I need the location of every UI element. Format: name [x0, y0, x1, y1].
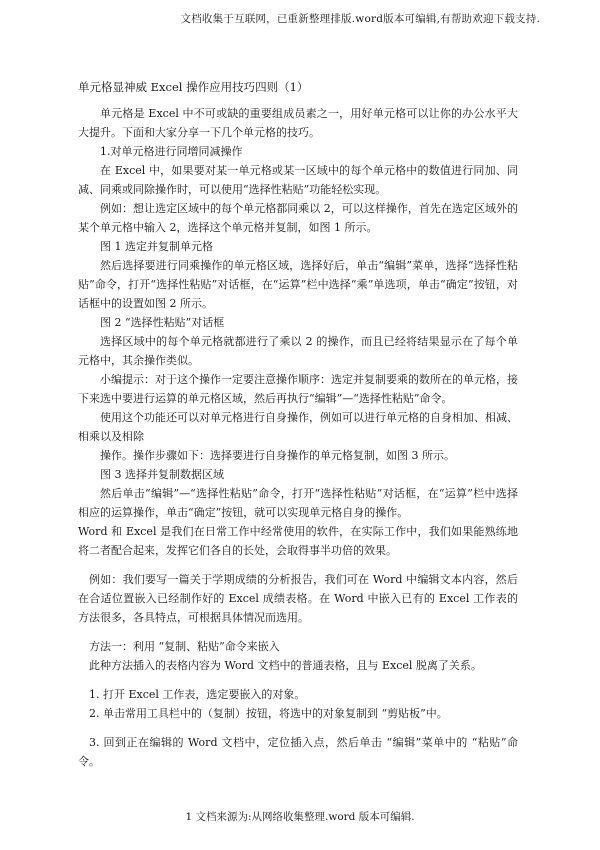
- spacer: [78, 675, 518, 685]
- figure-caption: 图 1 选定并复制单元格: [100, 240, 213, 253]
- page-header: 文档收集于互联网，已重新整理排版.word版本可编辑,有帮助欢迎下载支持.: [180, 13, 540, 25]
- section-heading: 1.对单元格进行同增同减操作: [100, 145, 243, 158]
- method-heading: 方法一：利用 “复制、粘贴”命令来嵌入: [89, 640, 280, 653]
- spacer: [78, 627, 518, 637]
- paragraph: 单元格是 Excel 中不可或缺的重要组成员素之一，用好单元格可以让你的办公水平大大提升。下面和大家分享一下几个单元格的技巧。: [78, 107, 518, 139]
- paragraph: 然后单击“编辑”—“选择性粘贴”命令，打开“选择性粘贴”对话框，在“运算”栏中选择相应的运算操作，单击“确定”按钮，就可以实现单元格自身的操作。: [78, 487, 518, 519]
- paragraph: 然后选择要进行同乘操作的单元格区域，选择好后，单击“编辑”菜单，选择“选择性粘贴”命令，打开“选择性粘贴”对话框，在“运算”栏中选择“乘”单选项，单击“确定”按钮，对话框中的设置如图 2 所示。: [78, 259, 518, 310]
- figure-caption: 图 3 选择并复制数据区域: [100, 468, 224, 481]
- paragraph: 此种方法插入的表格内容为 Word 文档中的普通表格，且与 Excel 脱离了关系。: [89, 659, 482, 672]
- page-footer: 1 文档来源为:从网络收集整理.word 版本可编辑.: [185, 811, 415, 823]
- paragraph: 例如：想让选定区域中的每个单元格都同乘以 2，可以这样操作，首先在选定区域外的某个单元格中输入 2，选择这个单元格并复制，如图 1 所示。: [78, 202, 518, 234]
- list-item: 2. 单击常用工具栏中的（复制）按钮，将选中的对象复制到 “剪贴板”中。: [89, 707, 448, 720]
- paragraph: 使用这个功能还可以对单元格进行自身操作，例如可以进行单元格的自身相加、相减、相乘以及相除: [78, 411, 518, 443]
- paragraph: 在 Excel 中，如果要对某一单元格或某一区域中的每个单元格中的数值进行同加、同减、同乘或同除操作时，可以使用“选择性粘贴”功能轻松实现。: [78, 164, 518, 196]
- list-item: 3. 回到正在编辑的 Word 文档中，定位插入点，然后单击 “编辑”菜单中的 “粘贴”命令。: [78, 736, 518, 768]
- paragraph: 选择区域中的每个单元格就都进行了乘以 2 的操作，而且已经将结果显示在了每个单元格中，其余操作类似。: [78, 335, 518, 367]
- list-item: 1. 打开 Excel 工作表，选定要嵌入的对象。: [89, 688, 306, 701]
- paragraph: 操作。操作步骤如下：选择要进行自身操作的单元格复制，如图 3 所示。: [100, 449, 455, 462]
- article-body: [78, 104, 518, 771]
- figure-caption: 图 2 “选择性粘贴”对话框: [100, 316, 225, 329]
- paragraph: Word 和 Excel 是我们在日常工作中经常使用的软件，在实际工作中，我们如果能熟练地将二者配合起来，发挥它们各自的长处，会取得事半功倍的效果。: [78, 525, 518, 557]
- spacer: [78, 723, 518, 733]
- article-title: 单元格显神威 Excel 操作应用技巧四则（1）: [78, 80, 309, 94]
- spacer: [78, 560, 518, 570]
- paragraph: 小编提示：对于这个操作一定要注意操作顺序：选定并复制要乘的数所在的单元格，接下来选中要进行运算的单元格区域，然后再执行“编辑”—“选择性粘贴”命令。: [78, 373, 518, 405]
- paragraph: 例如：我们要写一篇关于学期成绩的分析报告，我们可在 Word 中编辑文本内容，然后在合适位置嵌入已经制作好的 Excel 成绩表格。在 Word 中嵌入已有的 Excel 工作表的方法很多，各具特点，可根据具体情况而选用。: [78, 573, 518, 624]
